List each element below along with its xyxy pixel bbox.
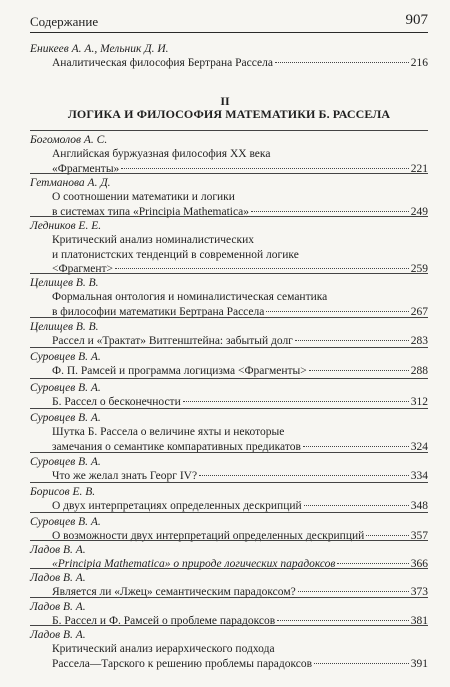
entry-author: Борисов Е. В.: [30, 486, 96, 498]
entry-separator: [30, 597, 428, 598]
entry-title: в системах типа «Principia Mathematica»: [52, 205, 249, 218]
entry-title-line: [52, 364, 428, 379]
toc-entry: [30, 133, 428, 176]
entry-author: Ладов В. А.: [30, 601, 86, 613]
entry-title: Аналитическая философия Бертрана Рассела: [52, 57, 273, 69]
entry-separator: [30, 347, 428, 348]
toc-entry: [30, 350, 428, 379]
section-title: ЛОГИКА И ФИЛОСОФИЯ МАТЕМАТИКИ Б. РАССЕЛА: [67, 107, 391, 121]
entry-separator: [30, 273, 428, 274]
entry-page: 373: [410, 586, 428, 598]
entry-separator: [30, 317, 428, 318]
leader-dots: [277, 620, 409, 621]
leader-dots: [275, 62, 409, 63]
entry-page: 249: [410, 205, 428, 218]
entry-title-line: [52, 233, 428, 248]
entry-title: замечания о семантике компаративных предикатов: [52, 440, 301, 453]
leader-dots: [115, 268, 409, 269]
toc-entry: [30, 381, 428, 410]
entry-title: Формальная онтология и номиналистическая семантика: [52, 291, 328, 303]
entry-title-line: [52, 190, 428, 205]
entry-author: Суровцев В. А.: [30, 351, 101, 363]
leader-dots: [199, 475, 409, 476]
entry-title: Критический анализ иерархического подхода: [52, 643, 275, 655]
entry-title-line: [52, 56, 428, 71]
entry-page: 288: [410, 365, 428, 377]
entry-author: Целищев В. В.: [30, 277, 99, 289]
entry-title: О двух интерпретациях определенных дескрипций: [52, 500, 302, 512]
entry-title-line: [52, 147, 428, 162]
entry-title-line: [52, 614, 428, 629]
entry-title: Рассела—Тарского к решению проблемы парадоксов: [52, 657, 313, 670]
toc-entry: [30, 176, 428, 219]
header-title: Содержание: [30, 14, 99, 29]
entry-page: 312: [410, 396, 428, 408]
entry-page: 221: [410, 162, 428, 175]
entry-page: 348: [410, 500, 428, 512]
entry-author: Еникеев А. А., Мельник Д. И.: [30, 43, 169, 55]
entry-separator: [30, 216, 428, 217]
leader-dots: [337, 563, 408, 564]
toc-entry: [30, 455, 428, 484]
entry-author: Ледников Е. Е.: [30, 220, 102, 232]
leader-dots: [366, 535, 408, 536]
leader-dots: [121, 168, 408, 169]
entry-title: в философии математики Бертрана Рассела: [52, 305, 265, 318]
entry-page: 357: [410, 530, 428, 542]
entry-title: и платонистских тенденций в современной логике: [52, 248, 299, 261]
page-number: 907: [405, 12, 428, 28]
entry-title: «Principia Mathematica» о природе логических парадоксов: [52, 558, 336, 570]
running-header: [30, 14, 428, 33]
entry-author: Ладов В. А.: [30, 629, 86, 641]
entry-author: Ладов В. А.: [30, 544, 86, 556]
leader-dots: [303, 446, 409, 447]
entry-title-line: [52, 557, 428, 572]
entry-author: Богомолов А. С.: [30, 134, 108, 146]
leader-dots: [309, 370, 409, 371]
entry-title: Является ли «Лжец» семантическим парадоксом?: [52, 586, 296, 598]
entry-author: Гетманова А. Д.: [30, 177, 111, 189]
toc-entry: [30, 485, 428, 514]
entry-separator: [30, 452, 428, 453]
toc-entry: [30, 276, 428, 319]
entry-separator: [30, 378, 428, 379]
entry-title: О соотношении математики и логики: [52, 191, 235, 203]
entry-separator: [30, 568, 428, 569]
entry-page: 259: [410, 263, 428, 275]
entry-title: Что же желал знать Георг IV?: [52, 470, 198, 482]
entry-title: Б. Рассел о бесконечности: [52, 396, 181, 408]
leader-dots: [304, 505, 409, 506]
entry-separator: [30, 540, 428, 541]
entry-title: Шутка Б. Рассела о величине яхты и некоторые: [52, 426, 285, 438]
entry-title: О возможности двух интерпретаций определенных дескрипций: [52, 530, 365, 542]
entry-separator: [30, 130, 428, 131]
entry-separator: [30, 512, 428, 513]
entry-author: Целищев В. В.: [30, 321, 99, 333]
entry-page: 324: [410, 440, 428, 453]
entry-title: Критический анализ номиналистических: [52, 234, 255, 246]
entry-page: 391: [410, 657, 428, 670]
entry-page: 334: [410, 470, 428, 482]
entry-page: 267: [410, 305, 428, 318]
entry-title: «Фрагменты»: [52, 162, 120, 175]
leader-dots: [298, 591, 409, 592]
entry-title: Б. Рассел и Ф. Рамсей о проблеме парадоксов: [52, 615, 276, 627]
entry-title: Ф. П. Рамсей и программа логицизма <Фрагменты>: [52, 365, 307, 377]
entry-title-line: [52, 642, 428, 657]
toc-entry: [30, 411, 428, 454]
entry-separator: [30, 625, 428, 626]
entry-page: 216: [410, 57, 428, 69]
entry-title: <Фрагмент>: [52, 263, 114, 275]
section-number: II: [220, 94, 230, 108]
leader-dots: [251, 211, 409, 212]
entry-author: Ладов В. А.: [30, 572, 86, 584]
leader-dots: [183, 401, 409, 402]
entry-author: Суровцев В. А.: [30, 516, 101, 528]
leader-dots: [266, 311, 408, 312]
toc-entry: [30, 571, 428, 600]
toc-entry: [30, 320, 428, 349]
leader-dots: [295, 340, 409, 341]
entry-separator: [30, 173, 428, 174]
toc-entry: [30, 628, 428, 671]
toc-entry: [30, 42, 428, 71]
entry-title-line: [52, 425, 428, 440]
entry-author: Суровцев В. А.: [30, 382, 101, 394]
entry-author: Суровцев В. А.: [30, 412, 101, 424]
entry-page: 381: [410, 615, 428, 627]
entry-page: 283: [410, 335, 428, 347]
toc-entry: [30, 219, 428, 277]
entry-title: Английская буржуазная философия XX века: [52, 148, 271, 160]
entry-title: Рассел и «Трактат» Витгенштейна: забытый долг: [52, 335, 293, 347]
entry-separator: [30, 408, 428, 409]
entry-title-line: [52, 290, 428, 305]
entry-title-line: [52, 262, 428, 277]
entry-page: 366: [410, 558, 428, 570]
entry-title-line: [52, 657, 428, 672]
entry-author: Суровцев В. А.: [30, 456, 101, 468]
entry-title-line: [52, 248, 428, 263]
entry-title-line: [52, 529, 428, 544]
entry-separator: [30, 482, 428, 483]
leader-dots: [314, 663, 409, 664]
